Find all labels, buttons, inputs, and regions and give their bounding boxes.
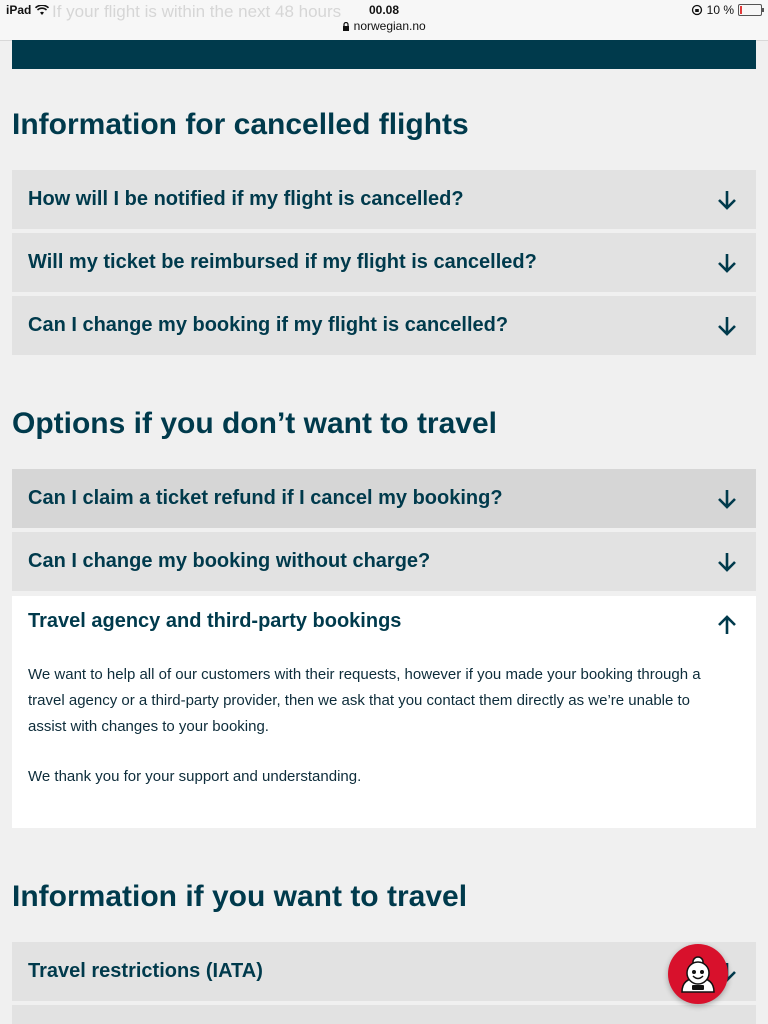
accordion-label: Can I change my booking if my flight is cancelled? — [28, 314, 509, 336]
section-title-cancelled: Information for cancelled flights — [12, 108, 469, 141]
accordion-third-party-expanded — [12, 596, 756, 828]
ghost-heading-text: If your flight is within the next 48 hours — [52, 2, 342, 21]
section-title-no-travel: Options if you don’t want to travel — [12, 407, 497, 440]
lock-icon — [342, 22, 350, 31]
accordion-refund[interactable] — [12, 469, 756, 528]
status-right — [691, 3, 762, 17]
accordion-change-cancelled[interactable] — [12, 296, 756, 355]
accordion-body-paragraph: We thank you for your support and understanding. — [28, 768, 362, 785]
chatbot-avatar-icon — [668, 944, 728, 1004]
status-bar — [0, 0, 768, 41]
arrow-down-icon — [714, 250, 740, 276]
url-bar[interactable] — [0, 19, 768, 33]
chatbot-button[interactable] — [668, 944, 728, 1004]
device-label: iPad — [6, 3, 32, 17]
accordion-label[interactable]: Travel agency and third-party bookings — [28, 610, 402, 632]
accordion-reimbursed[interactable] — [12, 233, 756, 292]
arrow-down-icon — [714, 486, 740, 512]
arrow-down-icon — [714, 313, 740, 339]
accordion-label: Can I change my booking without charge? — [28, 550, 431, 572]
arrow-down-icon — [714, 187, 740, 213]
accordion-next-partial[interactable] — [12, 1005, 756, 1024]
orientation-lock-icon — [691, 4, 703, 16]
accordion-label: Travel restrictions (IATA) — [28, 960, 263, 982]
section-title-travel: Information if you want to travel — [12, 880, 468, 913]
accordion-change-no-charge[interactable] — [12, 532, 756, 591]
arrow-down-icon — [714, 549, 740, 575]
accordion-travel-restrictions[interactable] — [12, 942, 756, 1001]
arrow-up-icon[interactable] — [714, 612, 740, 638]
accordion-notified[interactable] — [12, 170, 756, 229]
top-banner — [12, 40, 756, 69]
url-text: norwegian.no — [353, 19, 426, 33]
battery-percent: 10 % — [706, 3, 734, 17]
accordion-label: Will my ticket be reimbursed if my flight is cancelled? — [28, 251, 537, 273]
battery-icon — [738, 4, 762, 16]
accordion-body-paragraph: We want to help all of our customers with their requests, however if you made your booking through a travel agency or a third-party provider, then we ask that you contact them directly as we’re unable to assist with changes to your booking. — [28, 666, 701, 735]
accordion-label: Can I claim a ticket refund if I cancel my booking? — [28, 487, 503, 509]
accordion-label: How will I be notified if my flight is cancelled? — [28, 188, 464, 210]
clock: 00.08 — [368, 3, 400, 17]
